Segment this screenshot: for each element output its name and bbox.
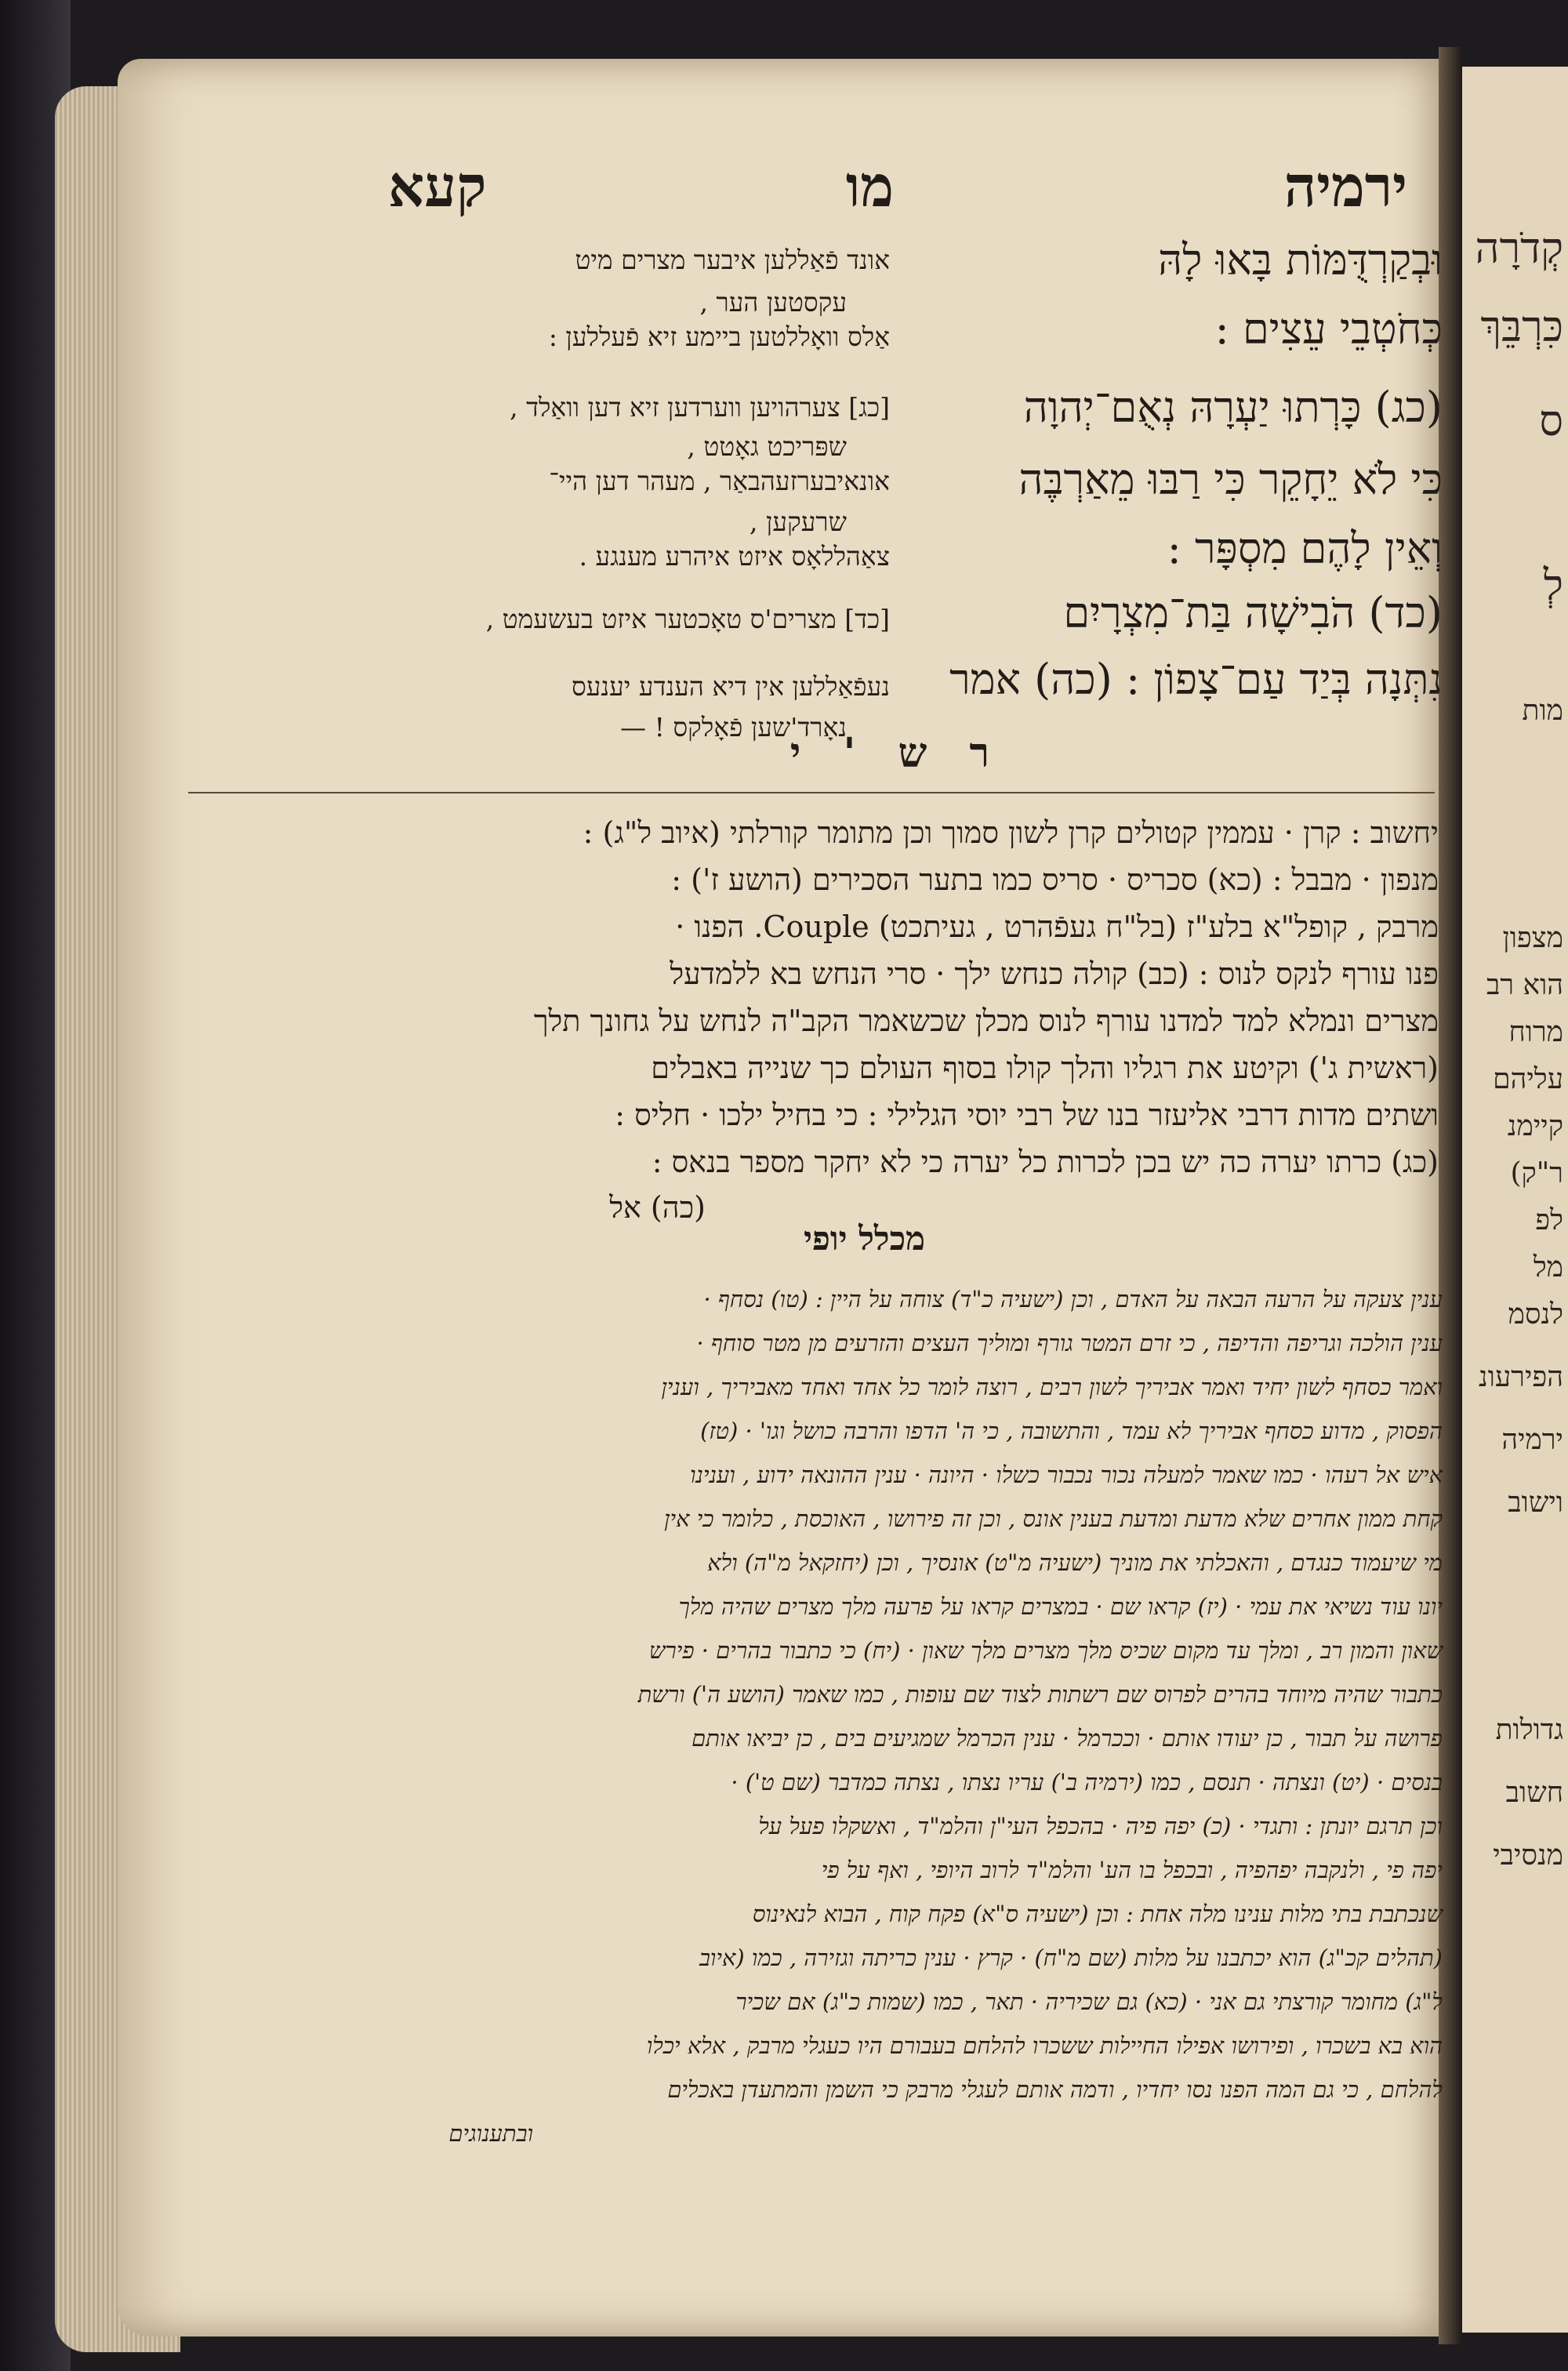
facing-line: לפ (1535, 1204, 1563, 1236)
facing-line: לנסמ (1508, 1298, 1563, 1331)
facing-line: מות (1522, 695, 1563, 727)
commentary-line: קחת ממון אחרים שלא מדעת ומדעת בענין אונס , וכן זה פירושו , האוכסת , כלומר כי אין (664, 1505, 1443, 1532)
rashi-line: ושתים מדות דרבי אליעזר בנו של רבי יוסי הגלילי : כי בחיל ילכו · חליס : (615, 1098, 1439, 1132)
facing-line: הוא רב (1486, 969, 1563, 1001)
rashi-line: (ראשית ג') וקיטע את רגליו והלך קולו בסוף העולם כך שנייה באבלים (651, 1051, 1439, 1085)
verse-line: נִתְּנָה בְּיַד עַם־צָפוֹן : (כה) אמר (949, 655, 1443, 704)
translation-line: צאַהללאָס איזט איהרע מענגע . (579, 541, 890, 572)
commentary-line: ואמר כסחף לשון יחיד ואמר אביריך לשון רבים , רוצה לומר כל אחד ואחד מאביריך , וענין (661, 1374, 1443, 1400)
commentary-line: ל"ג) מחומר קורצתי גם אני · (כא) גם שכיריה · תאר , כמו (שמות כ"ג) אם שכיר (735, 1988, 1443, 2015)
translation-line: אַלס וואָללטען ביימע זיא פֿעללען : (548, 321, 890, 352)
commentary-line: בנסים · (יט) ונצתה · תנסם , כמו (ירמיה ב') עריו נצתו , נצתה כמדבר (שם ט') · (731, 1769, 1443, 1795)
verse-line: (כג) כָּרְתוּ יַעְרָהּ נְאֻם־יְהוָה (1023, 383, 1443, 432)
commentary-line: כתבור שהיה מיוחד בהרים לפרוס שם רשתות לצוד שם עופות , כמו שאמר (הושע ה') ורשת (637, 1681, 1443, 1708)
commentary-title: מכלל יופי (804, 1219, 925, 1258)
facing-line: ירמיה (1501, 1424, 1563, 1456)
commentary-line: הפסוק , מדוע כסחף אביריך לא עמד , והתשובה , כי ה' הדפו והרבה כושל וגו' · (טז) (700, 1418, 1443, 1444)
facing-line: הפירעונ (1479, 1361, 1563, 1393)
translation-line: נעפֿאַללען אין דיא הענדע יענעס (571, 671, 890, 702)
translation-line: עקסטען הער , (699, 287, 847, 318)
commentary-line: להלחם , כי גם המה הפנו נסו יחדיו , ודמה אותם לעגלי מרבק כי השמן והמתעדן באכלים (667, 2076, 1443, 2103)
verse-line: (כד) הֹבִישָׁה בַּת־מִצְרָיִם (1063, 588, 1443, 637)
rashi-title: ר ש ' י (789, 729, 1004, 777)
verse-line: כְּחֹטְבֵי עֵצִים : (1214, 304, 1443, 354)
facing-line: קיימנ (1507, 1110, 1563, 1142)
rashi-line: פנו עורף לנקס לנוס : (כב) קולה כנחש ילך · סרי הנחש בא ללמדעל (670, 957, 1439, 991)
rashi-line: מצרים ונמלא למד למדנו עורף לנוס מכלן שכשאמר הקב"ה לנחש על גחונך תלך (533, 1004, 1439, 1038)
rashi-line: מנפון · מבבל : (כא) סכריס · סריס כמו בתער הסכירים (הושע ז') : (671, 862, 1439, 897)
facing-line: עליהם (1493, 1063, 1563, 1095)
translation-line: אונאיבערזעהבאַר , מעהר דען היי־ (549, 466, 890, 496)
commentary-line: (תהלים קכ"ג) הוא יכתבנו על מלות (שם מ"ח) · קרץ · ענין כריתה וגזירה , כמו (איוב (699, 1944, 1443, 1971)
translation-line: [כד] מצרים'ס טאָכטער איזט בעשעמט , (485, 604, 890, 634)
facing-line: חשוב (1505, 1777, 1563, 1809)
facing-page (1462, 67, 1568, 2333)
facing-line: מרוח (1508, 1016, 1563, 1048)
commentary-line: ענין צעקה על הרעה הבאה על האדם , וכן (ישעיה כ"ד) צוחה על היין : (טו) נסחף · (703, 1286, 1443, 1313)
commentary-line: פרושה על תבור , כן יעודו אותם · וככרמל · ענין הכרמל שמגיעים בים , כן יביאו אותם (691, 1725, 1443, 1752)
page-number: קעא (388, 153, 487, 220)
chapter-number: מו (845, 153, 894, 220)
rashi-line: יחשוב : קרן · עממין קטולים קרן לשון סמוך וכן מתומר קורלתי (איוב ל"ג) : (583, 815, 1439, 850)
facing-line: מנסיבי (1493, 1839, 1563, 1872)
facing-line: קְדֹרָה (1475, 223, 1563, 273)
commentary-line: מי שיעמוד כנגדם , והאכלתי את מוניך (ישעיה מ"ט) אונסיך , וכן (יחזקאל מ"ה) ולא (707, 1549, 1443, 1576)
commentary-line: וכן תרגם יונתן : ותגדי · (כ) יפה פיה · בהכפל העי"ן והלמ"ד , ואשקלו פעל על (758, 1813, 1443, 1839)
commentary-line: ענין הולכה וגריפה והדיפה , כי זרם המטר גורף ומוליך העצים והזרעים מן מטר סוחף · (696, 1330, 1443, 1356)
facing-line: גדולות (1495, 1714, 1563, 1746)
rashi-line: מרבק , קופל"א בלע"ז (בל"ח געפֿהרט , געיתכט) Couple. הפנו · (675, 910, 1439, 944)
rashi-line: (כג) כרתו יערה כה יש בכן לכרות כל יערה כי לא יחקר מספר בנאס : (652, 1145, 1439, 1179)
commentary-line: יפה פי , ולנקבה יפהפיה , ובכפל בו הע' והלמ"ד לרוב היופי , ואף על פי (821, 1857, 1443, 1883)
rashi-line: (כה) אל (609, 1190, 706, 1225)
facing-line: מל (1533, 1251, 1563, 1284)
translation-line: אונד פֿאַללען איבער מצרים מיט (575, 245, 890, 275)
facing-line: כִּרְבֵּךְ (1480, 302, 1563, 351)
commentary-line: שנכתבת בתי מלות ענינו מלה אחת : וכן (ישעיה ס"א) פקח קוח , הבוא לנאינוס (752, 1901, 1443, 1927)
verse-line: כִּי לֹא יֵחָקֵר כִּי רַבּוּ מֵאַרְבֶּה (1018, 455, 1443, 504)
commentary-line: הוא בא בשכרו , ופירושו אפילו החיילות ששכרו להלחם בעבורם היו כעגלי מרבק , אלא יכלו (646, 2032, 1443, 2059)
verse-line: וְאֵין לָהֶם מִסְפָּר : (1167, 524, 1443, 573)
facing-line: מצפון (1502, 922, 1563, 954)
book-title: ירמיה (1283, 153, 1407, 220)
facing-line: לְ (1543, 561, 1563, 610)
commentary-line: איש אל רעהו · כמו שאמר למעלה נכור נכבור כשלו · היונה · ענין ההונאה ידוע , וענינו (690, 1461, 1443, 1488)
divider (188, 792, 1435, 793)
commentary-line: שאון והמון רב , ומלך עד מקום שכיס מלך מצרים מלך שאון · (יח) כי כתבור בהרים · פירש (648, 1637, 1443, 1664)
verse-line: וּבְקַרְדֻּמּוֹת בָּאוּ לָהּ (1158, 235, 1443, 285)
translation-line: שפּריכט גאָטט , (687, 431, 847, 462)
facing-line: ר"ק) (1510, 1157, 1563, 1189)
translation-line: שרעקען , (750, 507, 847, 537)
translation-line: [כג] צערהויען ווערדען זיא דען וואַלד , (510, 392, 890, 423)
facing-line: ס (1539, 396, 1563, 445)
translation-line: נאָרד'שען פֿאָלקס ! — (620, 712, 847, 743)
commentary-line: ובתענוגים (448, 2120, 533, 2147)
commentary-line: יונו עוד נשיאי את עמי · (יז) קראו שם · במצרים קראו על פרעה מלך מצרים שהיה מלך (678, 1593, 1443, 1620)
facing-line: וישוב (1508, 1487, 1563, 1519)
